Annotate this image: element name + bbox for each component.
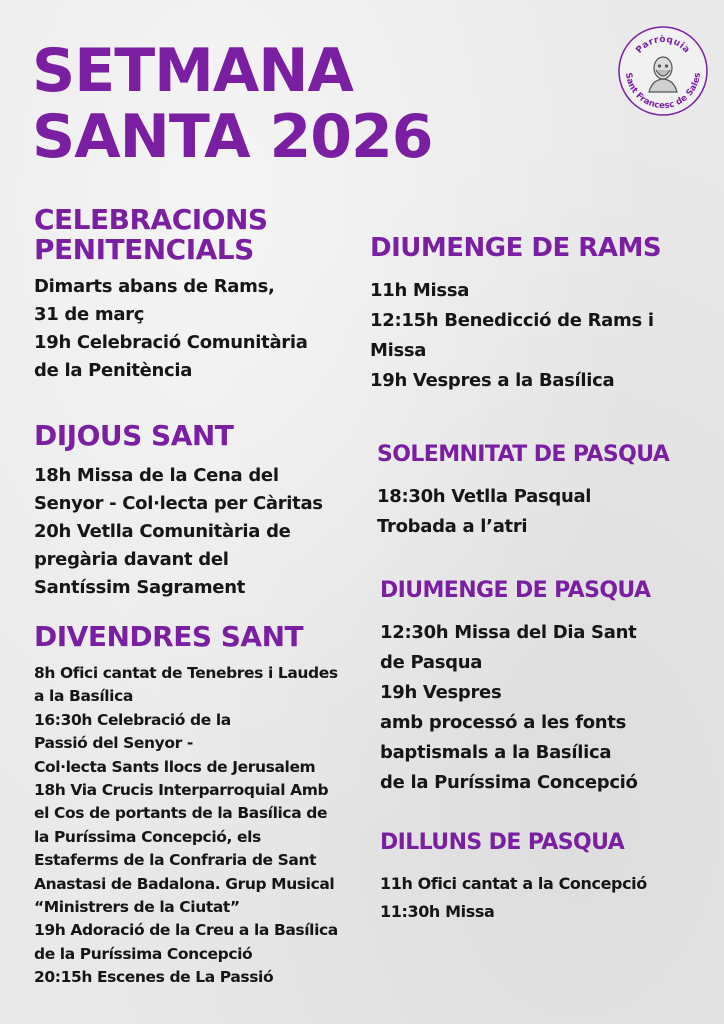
section-heading: DIVENDRES SANT xyxy=(34,620,304,653)
section-lines xyxy=(34,462,364,602)
schedule-line: Passió del Senyor - xyxy=(34,734,193,753)
schedule-line: Missa xyxy=(370,340,427,361)
schedule-line: la Puríssima Concepció, els xyxy=(34,827,261,846)
schedule-line: 19h Vespres a la Basílica xyxy=(370,370,615,391)
schedule-line: de Pasqua xyxy=(380,652,483,673)
section-heading xyxy=(34,205,364,265)
section-diumenge-de-pasqua xyxy=(380,576,710,798)
schedule-line: 11:30h Missa xyxy=(380,902,495,921)
schedule-line: 18h Via Crucis Interparroquial Amb xyxy=(34,781,329,800)
schedule-line: Anastasi de Badalona. Grup Musical xyxy=(34,874,335,893)
schedule-line: 31 de març xyxy=(34,304,145,325)
heading-line-2: PENITENCIALS xyxy=(34,233,254,266)
section-heading: DIUMENGE DE PASQUA xyxy=(380,578,651,603)
section-heading: DIUMENGE DE RAMS xyxy=(370,233,662,263)
section-diumenge-de-rams xyxy=(370,232,710,396)
schedule-line: Santíssim Sagrament xyxy=(34,577,246,598)
section-solemnitat-de-pasqua xyxy=(377,440,717,542)
section-heading: DILLUNS DE PASQUA xyxy=(380,830,625,855)
schedule-line: 16:30h Celebració de la xyxy=(34,710,231,729)
section-celebracions-penitencials xyxy=(34,205,364,385)
schedule-line: de la Puríssima Concepció xyxy=(380,772,638,793)
schedule-line: 8h Ofici cantat de Tenebres i Laudes xyxy=(34,664,338,682)
section-dijous-sant xyxy=(34,420,364,602)
section-lines xyxy=(380,870,710,926)
schedule-line: Trobada a l’atri xyxy=(377,516,528,537)
schedule-line: de la Puríssima Concepció xyxy=(34,944,253,963)
schedule-line: Senyor - Col·lecta per Càritas xyxy=(34,493,323,514)
schedule-line: 18:30h Vetlla Pasqual xyxy=(377,486,592,507)
schedule-line: 19h Vespres xyxy=(380,682,502,703)
section-dilluns-de-pasqua xyxy=(380,828,710,926)
schedule-line: amb processó a les fonts xyxy=(380,712,627,733)
schedule-line: 20:15h Escenes de La Passió xyxy=(34,968,274,987)
schedule-line: Col·lecta Sants llocs de Jerusalem xyxy=(34,757,316,776)
schedule-line: a la Basílica xyxy=(34,687,133,706)
schedule-line: el Cos de portants de la Basílica de xyxy=(34,804,328,823)
schedule-line: 19h Adoració de la Creu a la Basílica xyxy=(34,921,338,940)
schedule-line: Estaferms de la Confraria de Sant xyxy=(34,851,317,870)
section-heading: DIJOUS SANT xyxy=(34,419,234,452)
schedule-line: 18h Missa de la Cena del xyxy=(34,465,279,486)
schedule-line: 11h Missa xyxy=(370,280,470,301)
page-title xyxy=(32,38,432,170)
section-lines xyxy=(377,482,717,542)
schedule-line: Dimarts abans de Rams, xyxy=(34,276,275,297)
schedule-line: “Ministrers de la Ciutat” xyxy=(34,898,240,917)
schedule-line: pregària davant del xyxy=(34,549,229,570)
section-lines xyxy=(380,618,710,798)
logo-text-bottom: Sant Francesc de Sales xyxy=(622,72,704,112)
section-divendres-sant xyxy=(34,620,374,990)
section-lines xyxy=(34,273,364,385)
section-heading: SOLEMNITAT DE PASQUA xyxy=(377,442,670,467)
parish-seal-icon xyxy=(618,26,708,116)
logo-text-top: Parròquia xyxy=(634,34,692,56)
schedule-line: 20h Vetlla Comunitària de xyxy=(34,521,291,542)
title-line-1: SETMANA xyxy=(32,36,353,106)
schedule-line: 11h Ofici cantat a la Concepció xyxy=(380,874,647,893)
schedule-line: 19h Celebració Comunitària xyxy=(34,332,308,353)
schedule-line: baptismals a la Basílica xyxy=(380,742,612,763)
schedule-line: de la Penitència xyxy=(34,360,193,381)
heading-line-1: CELEBRACIONS xyxy=(34,203,268,236)
section-lines xyxy=(370,276,710,396)
schedule-line: 12:30h Missa del Dia Sant xyxy=(380,622,637,643)
title-line-2: SANTA 2026 xyxy=(32,102,433,172)
section-lines xyxy=(34,662,374,990)
schedule-line: 12:15h Benedicció de Rams i xyxy=(370,310,654,331)
